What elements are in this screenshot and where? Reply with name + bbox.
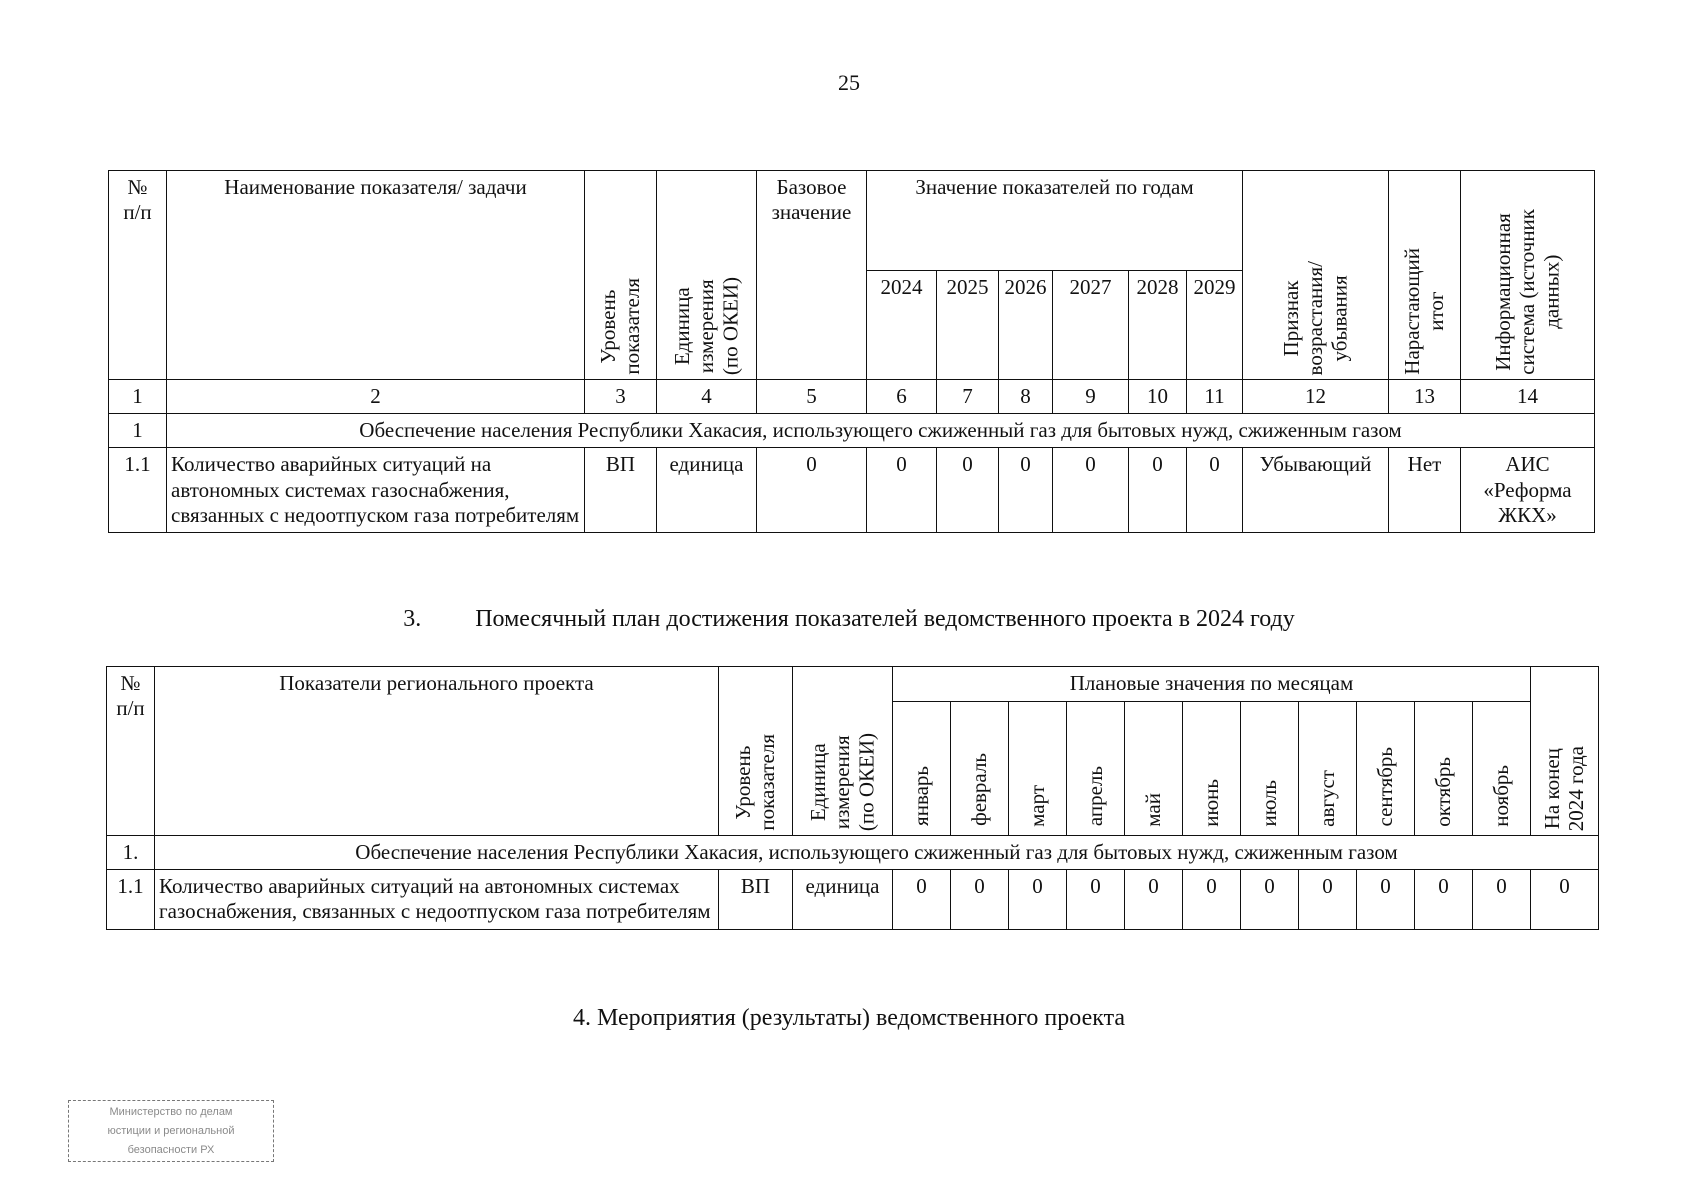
header-sign: Признак возрастания/ убывания <box>1243 171 1389 380</box>
header-month: июнь <box>1183 702 1241 836</box>
header-level: Уровень показателя <box>585 171 657 380</box>
header-end-of-year: На конец 2024 года <box>1531 667 1599 836</box>
header-month: май <box>1125 702 1183 836</box>
month-value: 0 <box>951 870 1009 929</box>
section-row <box>109 414 1595 448</box>
table-row <box>107 870 1599 929</box>
column-number: 3 <box>585 380 657 414</box>
column-number: 12 <box>1243 380 1389 414</box>
month-value: 0 <box>1357 870 1415 929</box>
month-value: 0 <box>1183 870 1241 929</box>
column-number: 14 <box>1461 380 1595 414</box>
column-number: 7 <box>937 380 999 414</box>
column-number: 8 <box>999 380 1053 414</box>
month-value: 0 <box>1299 870 1357 929</box>
header-months-group: Плановые значения по месяцам <box>893 667 1531 702</box>
cumulative-value: Нет <box>1389 448 1461 533</box>
indicator-unit: единица <box>657 448 757 533</box>
header-num: № п/п <box>107 667 155 836</box>
column-number: 11 <box>1187 380 1243 414</box>
header-month: июль <box>1241 702 1299 836</box>
section-3-number: 3. <box>403 606 422 632</box>
section-number: 1. <box>107 836 155 870</box>
column-number: 10 <box>1129 380 1187 414</box>
monthly-plan-table <box>106 666 1599 930</box>
column-number: 9 <box>1053 380 1129 414</box>
header-month: февраль <box>951 702 1009 836</box>
year-value: 0 <box>1187 448 1243 533</box>
column-number: 5 <box>757 380 867 414</box>
header-year: 2027 <box>1053 271 1129 380</box>
header-years-group: Значение показателей по годам <box>867 171 1243 271</box>
indicator-name: Количество аварийных ситуаций на автономных системах газоснабжения, связанных с недоотпуском газа потребителям <box>155 870 719 929</box>
month-value: 0 <box>1473 870 1531 929</box>
year-value: 0 <box>867 448 937 533</box>
header-base-value: Базовое значение <box>757 171 867 380</box>
column-number: 2 <box>167 380 585 414</box>
table-header-row <box>107 667 1599 702</box>
indicator-unit: единица <box>793 870 893 929</box>
stamp-line: безопасности РХ <box>127 1144 215 1156</box>
section-4-heading: 4. Мероприятия (результаты) ведомственного проекта <box>572 1005 1125 1031</box>
data-source: АИС «Реформа ЖКХ» <box>1461 448 1595 533</box>
column-numbers-row <box>109 380 1595 414</box>
year-value: 0 <box>937 448 999 533</box>
header-indicator-name: Показатели регионального проекта <box>155 667 719 836</box>
header-year: 2026 <box>999 271 1053 380</box>
month-value: 0 <box>1067 870 1125 929</box>
header-data-source: Информационная система (источник данных) <box>1461 171 1595 380</box>
year-value: 0 <box>1053 448 1129 533</box>
month-value: 0 <box>1125 870 1183 929</box>
month-value: 0 <box>893 870 951 929</box>
row-number: 1.1 <box>107 870 155 929</box>
header-month: ноябрь <box>1473 702 1531 836</box>
trend-sign: Убывающий <box>1243 448 1389 533</box>
header-month: апрель <box>1067 702 1125 836</box>
month-value: 0 <box>1009 870 1067 929</box>
stamp-line: юстиции и региональной <box>107 1125 235 1137</box>
header-year: 2024 <box>867 271 937 380</box>
header-cumulative: Нарастающий итог <box>1389 171 1461 380</box>
header-year: 2029 <box>1187 271 1243 380</box>
month-value: 0 <box>1415 870 1473 929</box>
month-value: 0 <box>1241 870 1299 929</box>
table-header-row <box>109 171 1595 271</box>
row-number: 1.1 <box>109 448 167 533</box>
column-number: 6 <box>867 380 937 414</box>
header-month: сентябрь <box>1357 702 1415 836</box>
indicator-level: ВП <box>585 448 657 533</box>
header-num: № п/п <box>109 171 167 380</box>
header-month: октябрь <box>1415 702 1473 836</box>
column-number: 1 <box>109 380 167 414</box>
header-unit: Единица измерения (по ОКЕИ) <box>657 171 757 380</box>
year-value: 0 <box>999 448 1053 533</box>
indicator-name: Количество аварийных ситуаций на автономных системах газоснабжения, связанных с недоотпуском газа потребителям <box>167 448 585 533</box>
column-number: 4 <box>657 380 757 414</box>
section-title: Обеспечение населения Республики Хакасия, использующего сжиженный газ для бытовых нужд, сжиженным газом <box>167 414 1595 448</box>
header-month: январь <box>893 702 951 836</box>
header-year: 2028 <box>1129 271 1187 380</box>
base-value: 0 <box>757 448 867 533</box>
header-month: март <box>1009 702 1067 836</box>
indicator-level: ВП <box>719 870 793 929</box>
stamp-line: Министерство по делам <box>109 1106 233 1118</box>
section-3-heading <box>0 606 1698 633</box>
stamp <box>68 1100 274 1162</box>
section-number: 1 <box>109 414 167 448</box>
header-unit: Единица измерения (по ОКЕИ) <box>793 667 893 836</box>
header-month: август <box>1299 702 1357 836</box>
year-value: 0 <box>1129 448 1187 533</box>
table-row <box>109 448 1595 533</box>
column-number: 13 <box>1389 380 1461 414</box>
indicators-table <box>108 170 1595 533</box>
end-of-year-value: 0 <box>1531 870 1599 929</box>
header-indicator-name: Наименование показателя/ задачи <box>167 171 585 380</box>
section-3-title: Помесячный план достижения показателей ведомственного проекта в 2024 году <box>475 606 1295 632</box>
header-level: Уровень показателя <box>719 667 793 836</box>
section-title: Обеспечение населения Республики Хакасия, использующего сжиженный газ для бытовых нужд, сжиженным газом <box>155 836 1599 870</box>
section-row <box>107 836 1599 870</box>
header-year: 2025 <box>937 271 999 380</box>
page-number: 25 <box>838 70 860 95</box>
